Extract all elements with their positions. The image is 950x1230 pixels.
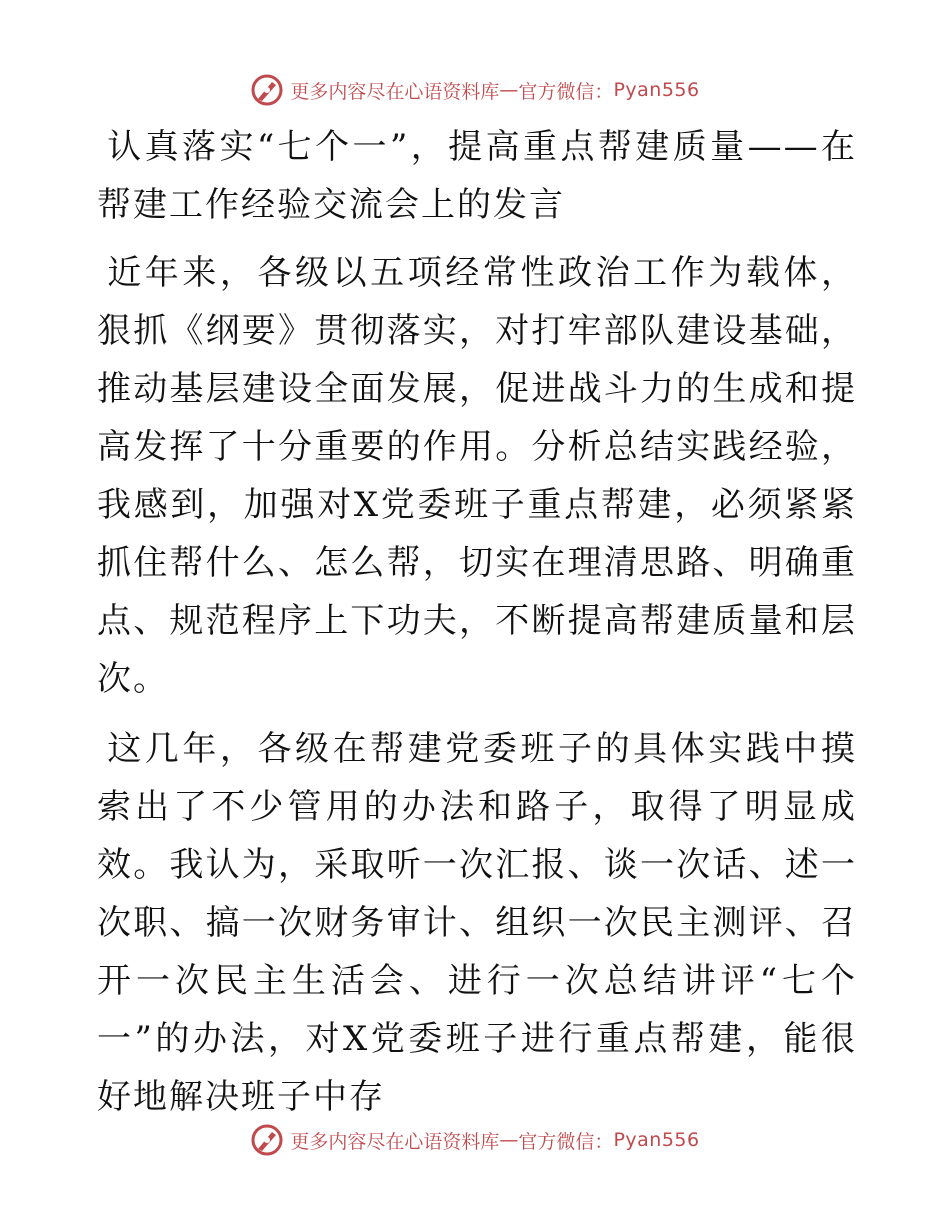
watermark-header [0,70,950,110]
watermark-wechat-id: Pyan556 [613,1129,700,1151]
watermark-wechat-label: 官方微信： [518,1130,614,1153]
watermark-footer [0,1120,950,1160]
watermark-text: 更多内容尽在心语资料库 [290,80,500,103]
pen-logo-icon [250,1123,284,1157]
watermark-dash: — [499,79,519,101]
watermark-wechat-id: Pyan556 [613,79,700,101]
watermark-wechat-label: 官方微信： [518,80,614,103]
watermark-dash: — [499,1129,519,1151]
pen-logo-icon [250,73,284,107]
paragraph: 近年来，各级以五项经常性政治工作为载体，狠抓《纲要》贯彻落实，对打牢部队建设基础，推动基层建设全面发展，促进战斗力的生成和提高发挥了十分重要的作用。分析总结实践经验，我感到，加强对X党委班子重点帮建，必须紧紧抓住帮什么、怎么帮，切实在理清思路、明确重点、规范程序上下功夫，不断提高帮建质量和层次。 [97,253,857,699]
document-title: 认真落实“七个一”，提高重点帮建质量——在帮建工作经验交流会上的发言 [97,127,857,225]
paragraph: 这几年，各级在帮建党委班子的具体实践中摸索出了不少管用的办法和路子，取得了明显成效。我认为，采取听一次汇报、谈一次话、述一次职、搞一次财务审计、组织一次民主测评、召开一次民主生活会、进行一次总结讲评“七个一”的办法，对X党委班子进行重点帮建，能很好地解决班子中存 [97,729,857,1117]
document-body [97,118,857,1138]
watermark-text: 更多内容尽在心语资料库 [290,1130,500,1153]
